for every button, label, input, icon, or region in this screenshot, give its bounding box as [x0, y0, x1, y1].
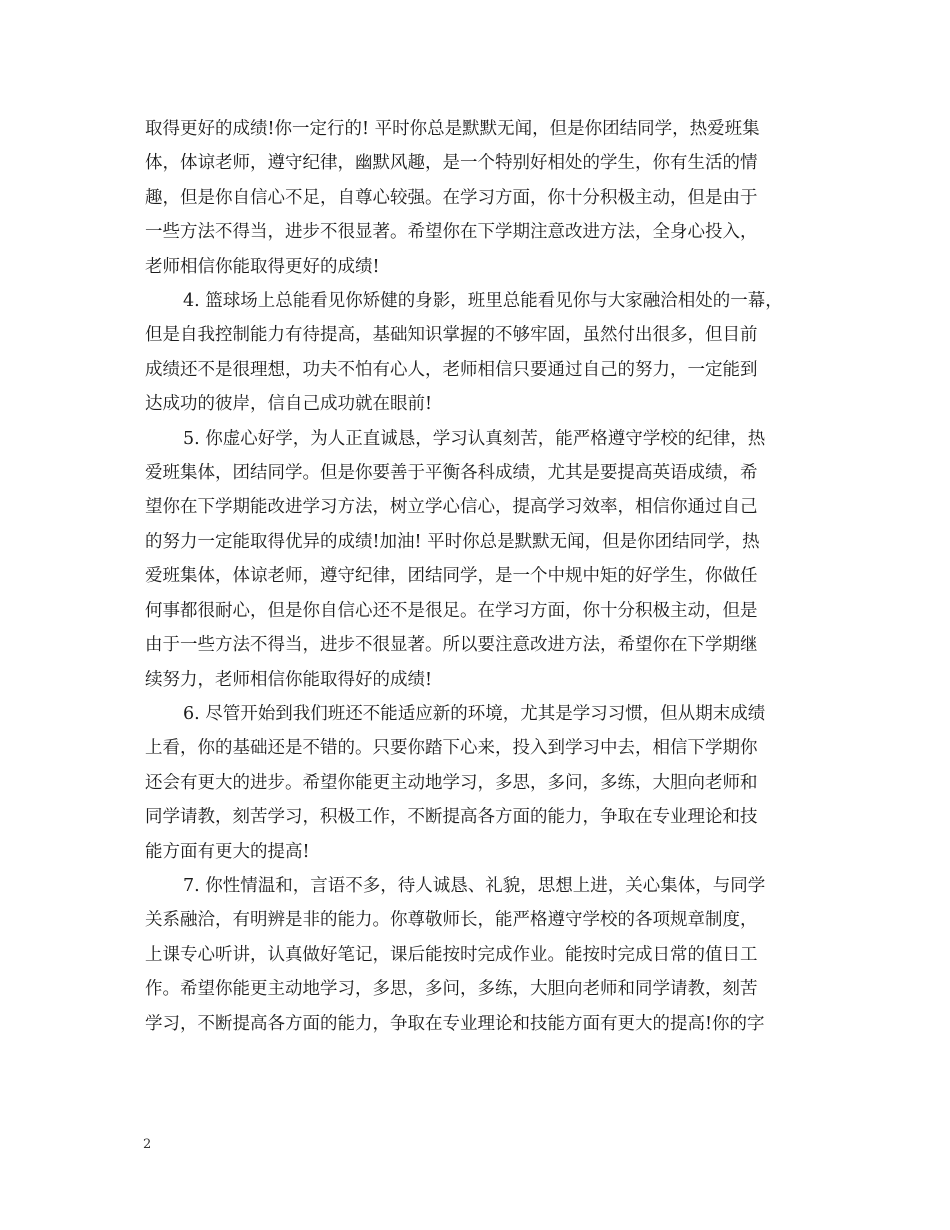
text-line: 何事都很耐心，但是你自信心还不是很足。在学习方面，你十分积极主动，但是	[145, 600, 758, 621]
text-line: 趣，但是你自信心不足，自尊心较强。在学习方面，你十分积极主动，但是由于	[145, 187, 758, 208]
paragraph-item-7	[145, 869, 810, 1041]
text-line: 学习，不断提高各方面的能力，争取在专业理论和技能方面有更大的提高!你的字	[145, 1013, 765, 1034]
text-line: 作。希望你能更主动地学习，多思，多问，多练，大胆向老师和同学请教，刻苦	[145, 979, 758, 1000]
text-line: 望你在下学期能改进学习方法，树立学心信心，提高学习效率，相信你通过自己	[145, 497, 758, 518]
text-line: 但是自我控制能力有待提高，基础知识掌握的不够牢固，虽然付出很多，但目前	[145, 325, 758, 346]
text-line: 7. 你性情温和，言语不多，待人诚恳、礼貌，思想上进，关心集体，与同学	[183, 875, 766, 896]
text-line: 达成功的彼岸，信自己成功就在眼前!	[145, 394, 433, 415]
text-line: 上看，你的基础还是不错的。只要你踏下心来，投入到学习中去，相信下学期你	[145, 738, 758, 759]
text-line: 还会有更大的进步。希望你能更主动地学习，多思，多问，多练，大胆向老师和	[145, 772, 758, 793]
text-line: 取得更好的成绩!你一定行的! 平时你总是默默无闻，但是你团结同学，热爱班集	[145, 119, 760, 139]
text-line: 爱班集体，体谅老师，遵守纪律，团结同学，是一个中规中矩的好学生，你做任	[145, 566, 758, 587]
paragraph-continuation	[145, 112, 810, 284]
text-line: 上课专心听讲，认真做好笔记，课后能按时完成作业。能按时完成日常的值日工	[145, 944, 758, 965]
text-line: 续努力，老师相信你能取得好的成绩!	[145, 669, 433, 690]
text-line: 爱班集体，团结同学。但是你要善于平衡各科成绩，尤其是要提高英语成绩，希	[145, 463, 758, 484]
paragraph-item-4	[145, 284, 810, 422]
text-line: 4. 篮球场上总能看见你矫健的身影，班里总能看见你与大家融洽相处的一幕，	[183, 291, 783, 312]
text-line: 成绩还不是很理想，功夫不怕有心人，老师相信只要通过自己的努力，一定能到	[145, 359, 758, 380]
text-line: 体，体谅老师，遵守纪律，幽默风趣，是一个特别好相处的学生，你有生活的情	[145, 153, 758, 174]
text-line: 由于一些方法不得当，进步不很显著。所以要注意改进方法，希望你在下学期继	[145, 635, 758, 656]
text-line: 同学请教，刻苦学习，积极工作，不断提高各方面的能力，争取在专业理论和技	[145, 807, 758, 828]
text-line: 6. 尽管开始到我们班还不能适应新的环境，尤其是学习习惯，但从期末成绩	[183, 703, 766, 724]
text-line: 5. 你虚心好学，为人正直诚恳，学习认真刻苦，能严格遵守学校的纪律，热	[183, 428, 766, 449]
text-line: 一些方法不得当，进步不很显著。希望你在下学期注意改进方法，全身心投入，	[145, 222, 758, 243]
document-body	[145, 112, 810, 1041]
text-line: 关系融洽，有明辨是非的能力。你尊敬师长，能严格遵守学校的各项规章制度，	[145, 910, 758, 931]
text-line: 老师相信你能取得更好的成绩!	[145, 256, 380, 277]
text-line: 能方面有更大的提高!	[145, 841, 310, 862]
paragraph-item-5	[145, 422, 810, 697]
text-line: 的努力一定能取得优异的成绩!加油! 平时你总是默默无闻，但是你团结同学，热	[145, 531, 760, 552]
paragraph-item-6	[145, 697, 810, 869]
page-number: 2	[143, 1137, 152, 1152]
